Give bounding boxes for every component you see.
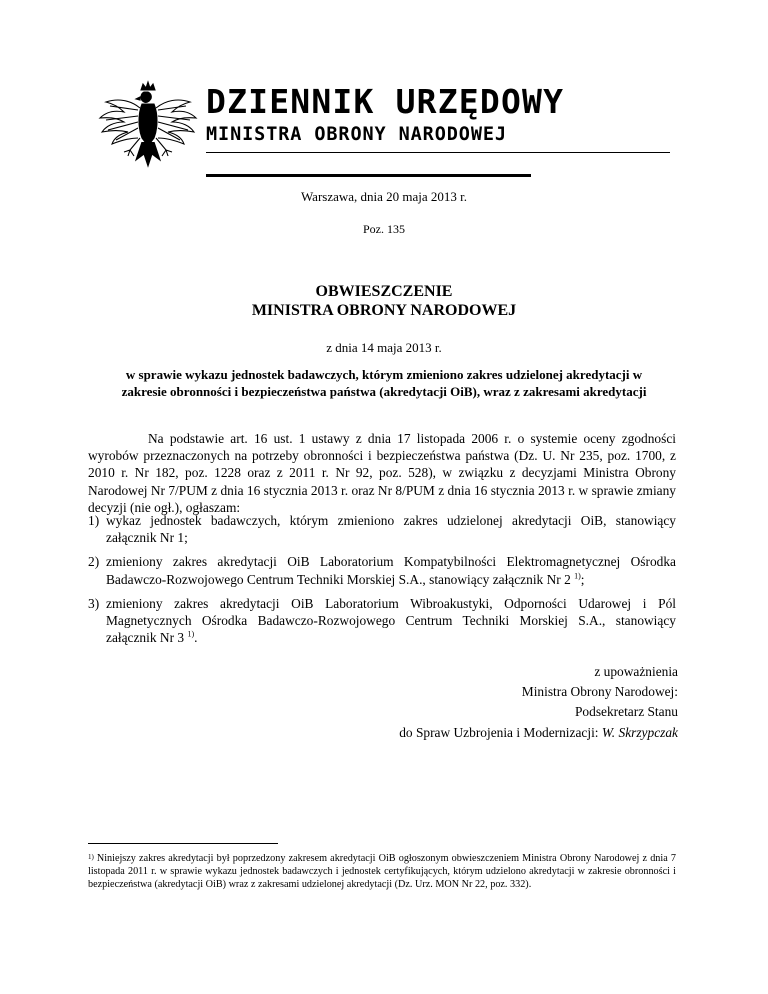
document-type: OBWIESZCZENIE (315, 283, 453, 300)
header-divider (206, 152, 670, 153)
footnote-reference[interactable]: 1) (574, 571, 581, 581)
footnote-mark: 1) (88, 853, 94, 861)
document-date: z dnia 14 maja 2013 r. (326, 340, 442, 355)
journal-subtitle: MINISTRA OBRONY NARODOWEJ (206, 124, 507, 145)
place-date: Warszawa, dnia 20 maja 2013 r. (300, 189, 468, 204)
list-item-tail: ; (580, 571, 585, 587)
journal-title: DZIENNIK URZĘDOWY (206, 82, 565, 121)
list-item-tail: . (194, 630, 198, 646)
signer-name: W. Skrzypczak (601, 725, 678, 740)
signature-minister: Ministra Obrony Narodowej: (521, 684, 678, 699)
footnote-reference[interactable]: 1) (187, 629, 195, 639)
announcement-list (88, 512, 676, 653)
signature-authority: z upoważnienia (594, 664, 678, 679)
signature-office: do Spraw Uzbrojenia i Modernizacji: (399, 725, 602, 740)
signature-title: Podsekretarz Stanu (574, 704, 678, 719)
signature-line (178, 723, 678, 743)
list-item-text: zmieniony zakres akredytacji OiB Laboratorium Wibroakustyki, Odporności Udarowej i Pól Magnetycznych Ośrodka Badawczo-Rozwojowego Centrum Techniki Morskiej S.A., stanowiący załącznik Nr 3 (106, 595, 676, 646)
list-item-text: zmieniony zakres akredytacji OiB Laboratorium Kompatybilności Elektromagnetycznej Ośrodka Badawczo-Rozwojowego Centrum Techniki Morskiej S.A., stanowiący załącznik Nr 2 (106, 554, 676, 587)
document-subject: w sprawie wykazu jednostek badawczych, którym zmieniono zakres udzielonej akredytacji w zakresie obronności i bezpieczeństwa państwa (akredytacji OiB), wraz z zakresami akredytacji (121, 367, 647, 399)
list-item-text: wykaz jednostek badawczych, którym zmieniono zakres udzielonej akredytacji OiB, stanowiący załącznik Nr 1; (106, 513, 676, 546)
list-item (88, 512, 676, 546)
list-item-number: 3) (88, 595, 100, 611)
footnote-divider (88, 843, 278, 844)
list-item-number: 1) (88, 513, 100, 528)
list-item (88, 553, 676, 587)
list-item-number: 2) (88, 554, 100, 570)
polish-eagle-emblem-icon (94, 80, 202, 176)
position-number: Poz. 135 (363, 222, 405, 236)
list-item (88, 595, 676, 647)
footnote (88, 852, 676, 891)
footnote-text: Niniejszy zakres akredytacji był poprzedzony zakresem akredytacji OiB ogłoszonym obwieszczeniem Ministra Obrony Narodowej z dnia 7 listopada 2011 r. w sprawie wykazu jednostek badawczych i jednostek certyfikujących, którym udzielono akredytacji w zakresie obronności i bezpieczeństwa (akredytacji OiB) wraz z zakresami udzielonej akredytacji (Dz. Urz. MON Nr 22, poz. 332). (88, 853, 676, 890)
header-thick-divider (206, 174, 531, 177)
document-issuer: MINISTRA OBRONY NARODOWEJ (251, 302, 517, 319)
intro-paragraph: Na podstawie art. 16 ust. 1 ustawy z dnia 17 listopada 2006 r. o systemie oceny zgodności wyrobów przeznaczonych na potrzeby obronności i bezpieczeństwa państwa (Dz. U. Nr 235, poz. 1700, z 2010 r. Nr 182, poz. 1228 oraz z 2011 r. Nr 92, poz. 528), w związku z decyzjami Ministra Obrony Narodowej Nr 7/PUM z dnia 16 stycznia 2013 r. oraz Nr 8/PUM z dnia 16 stycznia 2013 r. w sprawie zmiany decyzji (nie ogł.), ogłaszam: (88, 431, 676, 515)
